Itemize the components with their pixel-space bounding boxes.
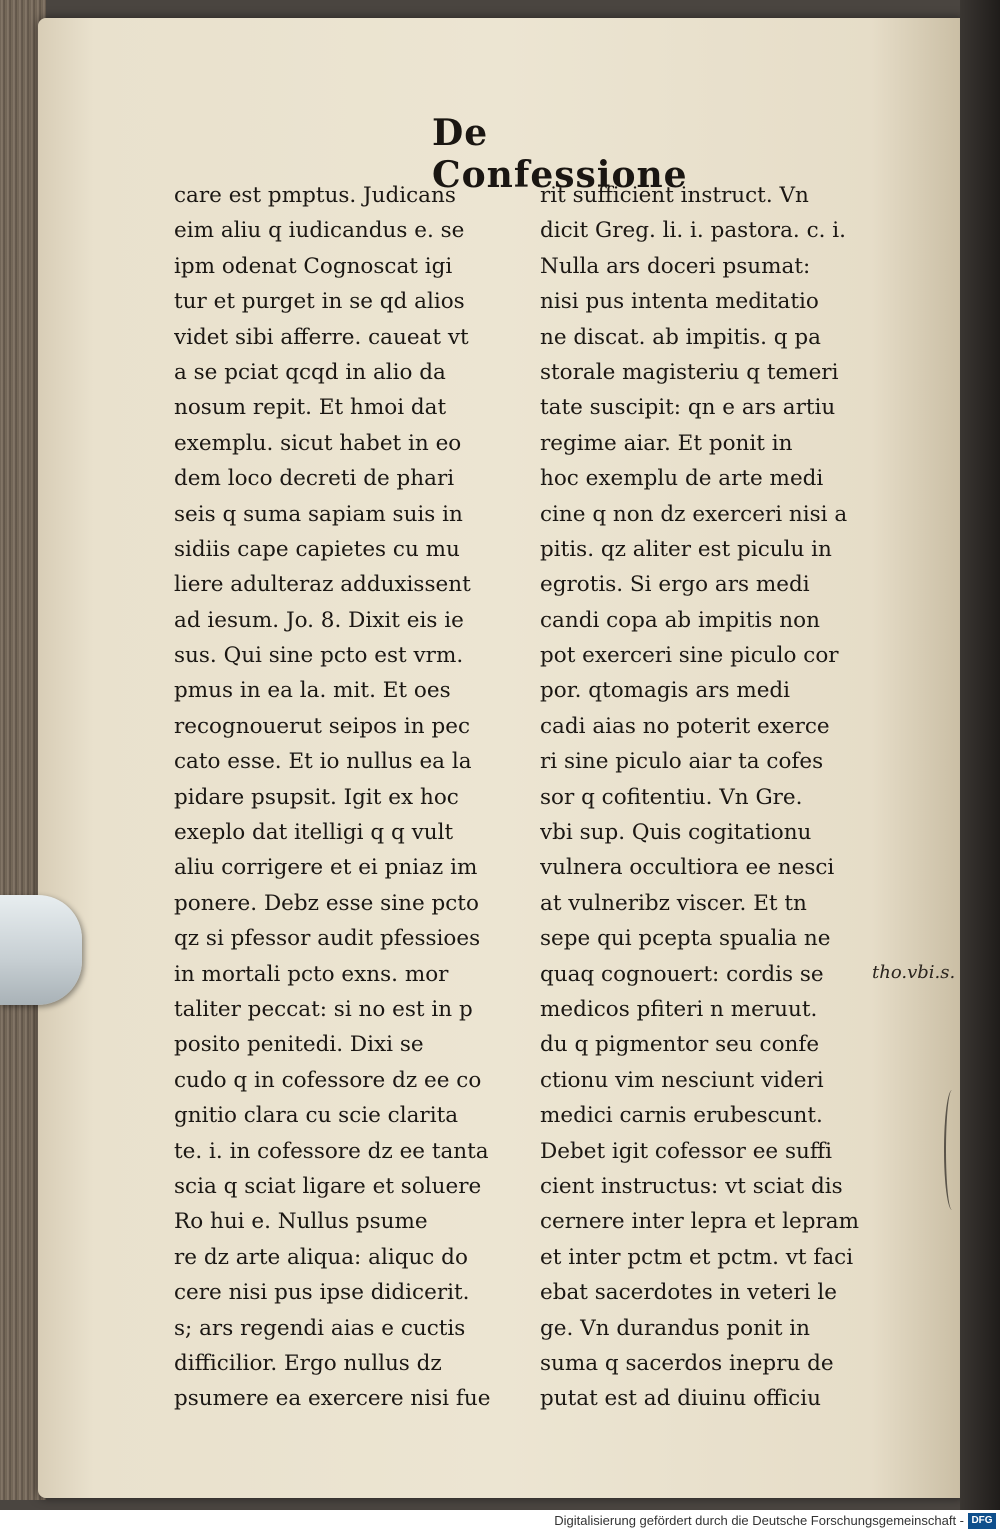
text-line: Nulla ars doceri psumat:: [540, 253, 811, 279]
text-line: quaq cognouert: cordis se: [540, 961, 824, 987]
text-line: pitis. qz aliter est piculu in: [540, 536, 832, 562]
text-line: candi copa ab impitis non: [540, 607, 820, 633]
text-line: putat est ad diuinu officiu: [540, 1386, 821, 1412]
text-line: vulnera occultiora ee nesci: [540, 855, 835, 881]
page-clip: [0, 895, 82, 1005]
bleed-through-text: [150, 118, 410, 158]
text-line: videt sibi afferre. caueat vt: [174, 324, 469, 350]
text-column-right: [540, 178, 882, 1417]
text-line: tur et purget in se qd alios: [174, 289, 465, 315]
text-column-left: [174, 178, 522, 1417]
text-line: nisi pus intenta meditatio: [540, 289, 819, 315]
text-line: ctionu vim nesciunt videri: [540, 1067, 824, 1093]
text-line: regime aiar. Et ponit in: [540, 430, 793, 456]
text-line: te. i. in cofessore dz ee tanta: [174, 1138, 489, 1164]
text-line: pot exerceri sine piculo cor: [540, 643, 839, 669]
text-line: re dz arte aliqua: aliquc do: [174, 1244, 468, 1270]
text-line: sus. Qui sine pcto est vrm.: [174, 643, 464, 669]
text-line: eim aliu q iudicandus e. se: [174, 218, 465, 244]
text-line: et inter pctm et pctm. vt faci: [540, 1244, 854, 1270]
text-line: cient instructus: vt sciat dis: [540, 1173, 843, 1199]
text-line: medicos pfiteri n meruut.: [540, 996, 818, 1022]
text-line: recognouerut seipos in pec: [174, 713, 471, 739]
margin-annotation: tho.vbi.s.: [872, 962, 956, 983]
text-line: sepe qui pcepta spualia ne: [540, 926, 831, 952]
text-line: aliu corrigere et ei pniaz im: [174, 855, 478, 881]
text-line: tate suscipit: qn e ars artiu: [540, 395, 836, 421]
text-line: cine q non dz exerceri nisi a: [540, 501, 848, 527]
text-line: care est pmptus. Judicans: [174, 183, 456, 208]
text-line: cato esse. Et io nullus ea la: [174, 749, 472, 775]
text-line: liere adulteraz adduxissent: [174, 572, 471, 598]
text-line: cadi aias no poterit exerce: [540, 713, 830, 739]
text-line: taliter peccat: si no est in p: [174, 996, 473, 1022]
text-line: posito penitedi. Dixi se: [174, 1032, 424, 1058]
text-line: cernere inter lepra et lepram: [540, 1209, 859, 1235]
text-line: ebat sacerdotes in veteri le: [540, 1280, 837, 1306]
text-line: in mortali pcto exns. mor: [174, 961, 449, 987]
footer-credit: Digitalisierung gefördert durch die Deutsche Forschungsgemeinschaft -: [554, 1513, 964, 1528]
text-line: hoc exemplu de arte medi: [540, 466, 824, 492]
text-line: ne discat. ab impitis. q pa: [540, 324, 821, 350]
text-line: difficilior. Ergo nullus dz: [174, 1350, 442, 1376]
footer-bar: [0, 1510, 1000, 1534]
text-line: pidare psupsit. Igit ex hoc: [174, 784, 459, 810]
text-line: cere nisi pus ipse didicerit.: [174, 1280, 470, 1306]
text-line: por. qtomagis ars medi: [540, 678, 791, 704]
text-line: qz si pfessor audit pfessioes: [174, 926, 481, 952]
text-line: ponere. Debz esse sine pcto: [174, 890, 479, 916]
text-line: ad iesum. Jo. 8. Dixit eis ie: [174, 607, 464, 633]
text-line: ipm odenat Cognoscat igi: [174, 253, 453, 279]
text-line: rit sufficient instruct. Vn: [540, 183, 809, 208]
text-line: scia q sciat ligare et soluere: [174, 1173, 482, 1199]
text-line: a se pciat qcqd in alio da: [174, 359, 446, 385]
text-line: psumere ea exercere nisi fue: [174, 1386, 491, 1412]
scan-right-border: [960, 0, 1000, 1510]
text-line: egrotis. Si ergo ars medi: [540, 572, 810, 598]
text-line: dem loco decreti de phari: [174, 466, 455, 492]
text-line: ge. Vn durandus ponit in: [540, 1315, 811, 1341]
text-line: gnitio clara cu scie clarita: [174, 1103, 459, 1129]
text-line: cudo q in cofessore dz ee co: [174, 1067, 482, 1093]
text-line: pmus in ea la. mit. Et oes: [174, 678, 451, 704]
text-line: du q pigmentor seu confe: [540, 1032, 820, 1058]
text-line: seis q suma sapiam suis in: [174, 501, 463, 527]
text-line: Ro hui e. Nullus psume: [174, 1209, 428, 1235]
text-line: exeplo dat itelligi q q vult: [174, 820, 454, 846]
text-line: sidiis cape capietes cu mu: [174, 536, 460, 562]
pencil-mark: [944, 1090, 960, 1210]
page-header: De Confessione: [432, 112, 688, 196]
text-line: dicit Greg. li. i. pastora. c. i.: [540, 218, 846, 244]
text-line: storale magisteriu q temeri: [540, 359, 839, 385]
dfg-logo: DFG: [968, 1513, 996, 1529]
text-line: ri sine piculo aiar ta cofes: [540, 749, 824, 775]
text-line: suma q sacerdos inepru de: [540, 1350, 834, 1376]
text-line: exemplu. sicut habet in eo: [174, 430, 462, 456]
text-line: medici carnis erubescunt.: [540, 1103, 823, 1129]
text-line: sor q cofitentiu. Vn Gre.: [540, 784, 803, 810]
text-line: vbi sup. Quis cogitationu: [540, 820, 812, 846]
text-line: s; ars regendi aias e cuctis: [174, 1315, 466, 1341]
text-line: nosum repit. Et hmoi dat: [174, 395, 447, 421]
text-line: Debet igit cofessor ee suffi: [540, 1138, 833, 1164]
text-line: at vulneribz viscer. Et tn: [540, 890, 807, 916]
